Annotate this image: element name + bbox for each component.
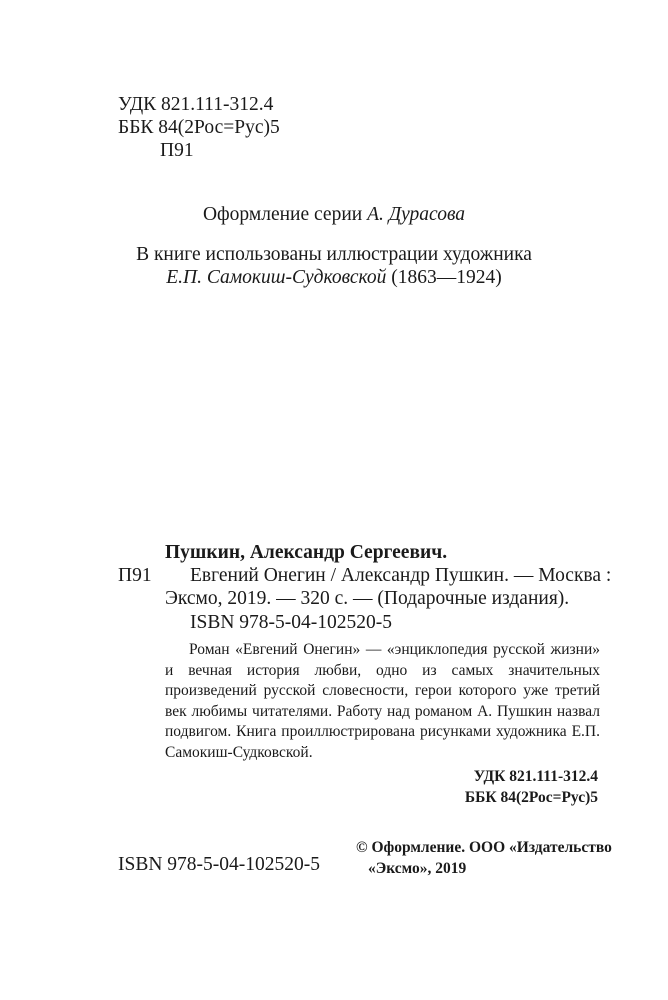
illustrations-credit-line1: В книге использованы иллюстрации художника bbox=[136, 244, 532, 265]
design-credit-label: Оформление серии bbox=[202, 204, 368, 225]
illustrations-credit-line2 bbox=[0, 266, 668, 290]
catalog-bbk: ББК 84(2Рос=Рус)5 bbox=[464, 789, 598, 806]
copyright-line2: «Эксмо», 2019 bbox=[368, 860, 467, 877]
illustrator-name: Е.П. Самокиш-Судковской bbox=[166, 267, 387, 288]
catalog-author-mark: П91 bbox=[118, 565, 152, 586]
catalog-title-line1: Евгений Онегин / Александр Пушкин. — Москва : bbox=[190, 565, 612, 586]
author-mark: П91 bbox=[160, 140, 194, 161]
design-credit-name: А. Дурасова bbox=[367, 204, 466, 225]
catalog-udk: УДК 821.111-312.4 bbox=[473, 768, 598, 785]
udk-code: УДК 821.111-312.4 bbox=[118, 94, 274, 115]
bbk-code: ББК 84(2Рос=Рус)5 bbox=[118, 117, 280, 138]
footer-isbn: ISBN 978-5-04-102520-5 bbox=[118, 854, 321, 875]
design-credit bbox=[0, 203, 668, 227]
catalog-isbn: ISBN 978-5-04-102520-5 bbox=[190, 612, 393, 633]
copyright-line1: © Оформление. ООО «Издательство bbox=[356, 839, 612, 856]
catalog-annotation: Роман «Евгений Онегин» — «энциклопедия русской жизни» и вечная история любви, одно из самых значительных произведений русской словесности, герои которого уже третий век любимы читателями. Работу над романом А. Пушкин назвал подвигом. Книга проиллюстрирована рисунками художника Е.П. Самокиш-Судковской. bbox=[165, 641, 600, 761]
catalog-author-heading: Пушкин, Александр Сергеевич. bbox=[165, 542, 448, 563]
illustrator-years: (1863—1924) bbox=[386, 267, 502, 288]
catalog-title-line2: Эксмо, 2019. — 320 с. — (Подарочные издания). bbox=[165, 588, 570, 609]
